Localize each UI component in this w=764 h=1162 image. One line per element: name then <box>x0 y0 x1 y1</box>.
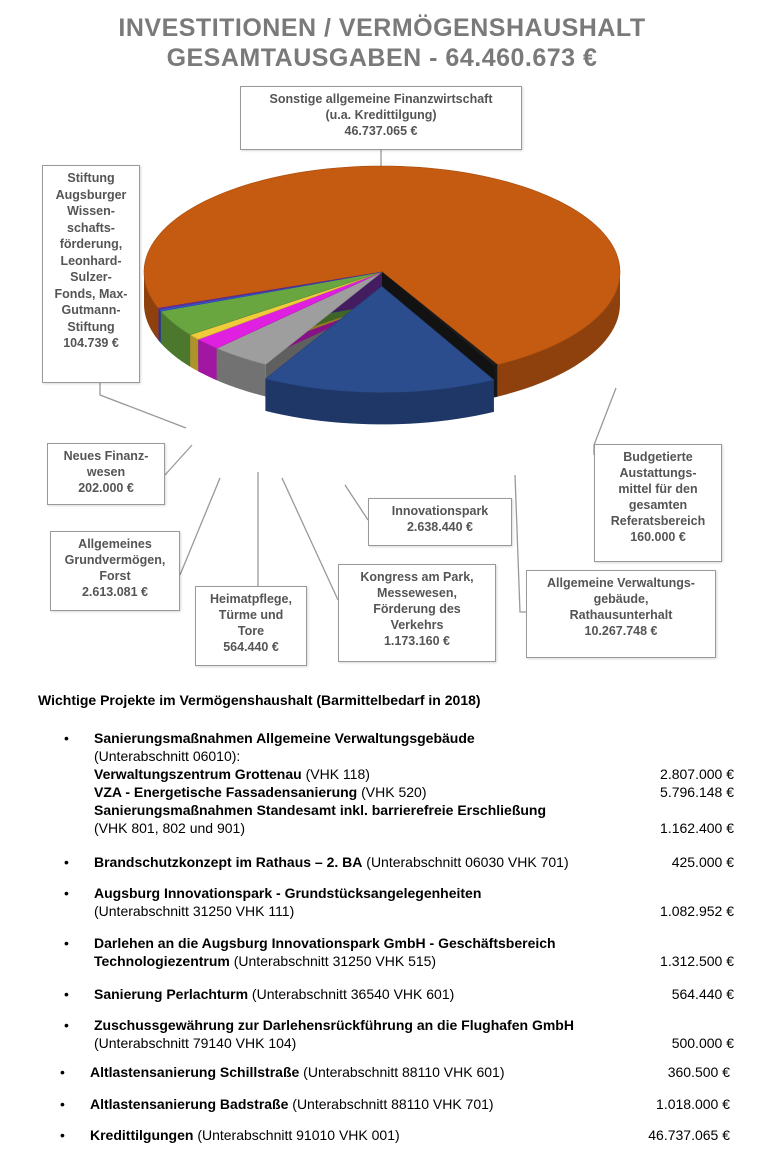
project-detail: (Unterabschnitt 31250 VHK 515) <box>229 953 437 969</box>
callout-innovationspark <box>368 498 512 546</box>
callout-verwaltung <box>526 570 716 658</box>
project-heading: Altlastensanierung Badstraße <box>90 1096 289 1112</box>
pie-slices <box>144 166 620 424</box>
pie-slice-side <box>494 365 497 398</box>
project-item <box>60 1095 730 1113</box>
chart-title-line1: INVESTITIONEN / VERMÖGENSHAUSHALT <box>118 14 646 42</box>
bullet-icon: • <box>64 986 69 1002</box>
callout-heimatpflege <box>195 586 307 666</box>
project-amount: 5.796.148 € <box>660 784 734 800</box>
pie-slice-side <box>190 335 198 372</box>
project-amount: 564.440 € <box>671 986 734 1002</box>
callout-value: 2.613.081 € <box>81 585 149 599</box>
callout-label: Neues Finanz- wesen <box>63 449 149 479</box>
project-amount: 360.500 € <box>667 1064 730 1080</box>
callout-label: Heimatpflege, Türme und Tore <box>210 592 292 638</box>
bullet-icon: • <box>60 1096 65 1112</box>
pie-slice-side <box>159 309 161 343</box>
projects-title: Wichtige Projekte im Vermögenshaushalt (Barmittelbedarf in 2018) <box>38 692 481 708</box>
leader-line <box>345 485 368 520</box>
project-heading: Brandschutzkonzept im Rathaus – 2. BA <box>94 854 363 870</box>
project-detail: (Unterabschnitt 88110 VHK 701) <box>288 1096 494 1112</box>
project-amount: 500.000 € <box>671 1035 734 1051</box>
project-heading: Altlastensanierung Schillstraße <box>90 1064 300 1080</box>
project-amount: 1.162.400 € <box>660 820 734 836</box>
project-detail: (Unterabschnitt 36540 VHK 601) <box>248 986 455 1002</box>
project-amount: 46.737.065 € <box>648 1127 730 1143</box>
project-subitem-ref: (VHK 520) <box>357 784 427 800</box>
project-heading-cont: Technologiezentrum <box>94 953 230 969</box>
callout-label: Stiftung Augsburger Wissen- schafts- förderung, Leonhard- Sulzer- Fonds, Max- Gutmann- Stiftung <box>54 171 128 334</box>
project-item <box>64 985 734 1003</box>
callout-value: 46.737.065 € <box>344 124 418 138</box>
callout-value: 202.000 € <box>78 481 134 495</box>
callout-label: Allgemeine Verwaltungs- gebäude, Rathausunterhalt <box>547 576 695 622</box>
bullet-icon: • <box>60 1127 65 1143</box>
project-detail: (Unterabschnitt 91010 VHK 001) <box>193 1127 400 1143</box>
project-item <box>64 884 734 920</box>
project-heading: Sanierungsmaßnahmen Allgemeine Verwaltungsgebäude <box>94 730 475 746</box>
callout-label: Innovationspark <box>391 504 489 518</box>
project-amount: 425.000 € <box>671 854 734 870</box>
project-subitem: Verwaltungszentrum Grottenau <box>94 766 302 782</box>
callout-value: 2.638.440 € <box>406 520 474 534</box>
callout-finanzwesen <box>47 443 165 505</box>
project-item <box>60 1063 730 1081</box>
project-item <box>64 1016 734 1052</box>
project-heading: Zuschussgewährung zur Darlehensrückführung an die Flughafen GmbH <box>94 1017 574 1033</box>
project-subitem: VZA - Energetische Fassadensanierung <box>94 784 358 800</box>
project-item <box>64 934 734 970</box>
callout-grundvermoegen <box>50 531 180 611</box>
bullet-icon: • <box>64 885 69 901</box>
project-item <box>64 853 734 871</box>
callout-value: 564.440 € <box>223 640 279 654</box>
callout-label: Kongress am Park, Messewesen, Förderung des Verkehrs <box>360 570 474 632</box>
pie-slice-side <box>158 308 159 341</box>
project-item <box>60 1126 730 1144</box>
project-heading: Darlehen an die Augsburg Innovationspark GmbH - Geschäftsbereich <box>94 935 556 951</box>
bullet-icon: • <box>60 1064 65 1080</box>
project-subitem-ref: (VHK 801, 802 und 901) <box>94 820 245 836</box>
bullet-icon: • <box>64 854 69 870</box>
callout-label: Sonstige allgemeine Finanzwirtschaft (u.a. Kredittilgung) <box>269 92 493 122</box>
leader-line <box>100 383 186 428</box>
project-detail: (Unterabschnitt 06010): <box>94 748 241 764</box>
bullet-icon: • <box>64 935 69 951</box>
leader-line <box>282 478 338 600</box>
project-detail: (Unterabschnitt 06030 VHK 701) <box>362 854 569 870</box>
callout-value: 10.267.748 € <box>584 624 658 638</box>
bullet-icon: • <box>64 1017 69 1033</box>
leader-line <box>180 478 220 575</box>
project-amount: 1.082.952 € <box>660 903 734 919</box>
callout-value: 104.739 € <box>63 336 119 350</box>
callout-value: 1.173.160 € <box>383 634 451 648</box>
project-item <box>64 729 734 841</box>
callout-sonstige <box>240 86 522 150</box>
project-detail: (Unterabschnitt 88110 VHK 601) <box>299 1064 505 1080</box>
callout-kongress <box>338 564 496 662</box>
project-detail: (Unterabschnitt 79140 VHK 104) <box>94 1035 297 1051</box>
callout-value: 160.000 € <box>630 530 686 544</box>
callout-label: Budgetierte Austattungs- mittel für den gesamten Referatsbereich <box>610 450 706 528</box>
bullet-icon: • <box>64 730 69 746</box>
project-subitem: Sanierungsmaßnahmen Standesamt inkl. barrierefreie Erschließung <box>94 802 547 818</box>
chart-title-line2: GESAMTAUSGABEN - 64.460.673 € <box>166 44 598 72</box>
project-heading: Kredittilgungen <box>90 1127 194 1143</box>
callout-label: Allgemeines Grundvermögen, Forst <box>64 537 166 583</box>
leader-line <box>165 445 192 475</box>
project-detail: (Unterabschnitt 31250 VHK 111) <box>94 903 295 919</box>
project-amount: 2.807.000 € <box>660 766 734 782</box>
leader-line <box>515 475 526 612</box>
callout-stiftung <box>42 165 140 383</box>
project-amount: 1.018.000 € <box>656 1096 730 1112</box>
project-amount: 1.312.500 € <box>660 953 734 969</box>
project-heading: Augsburg Innovationspark - Grundstücksangelegenheiten <box>94 885 482 901</box>
callout-budget <box>594 444 722 562</box>
project-heading: Sanierung Perlachturm <box>94 986 249 1002</box>
project-subitem-ref: (VHK 118) <box>301 766 370 782</box>
